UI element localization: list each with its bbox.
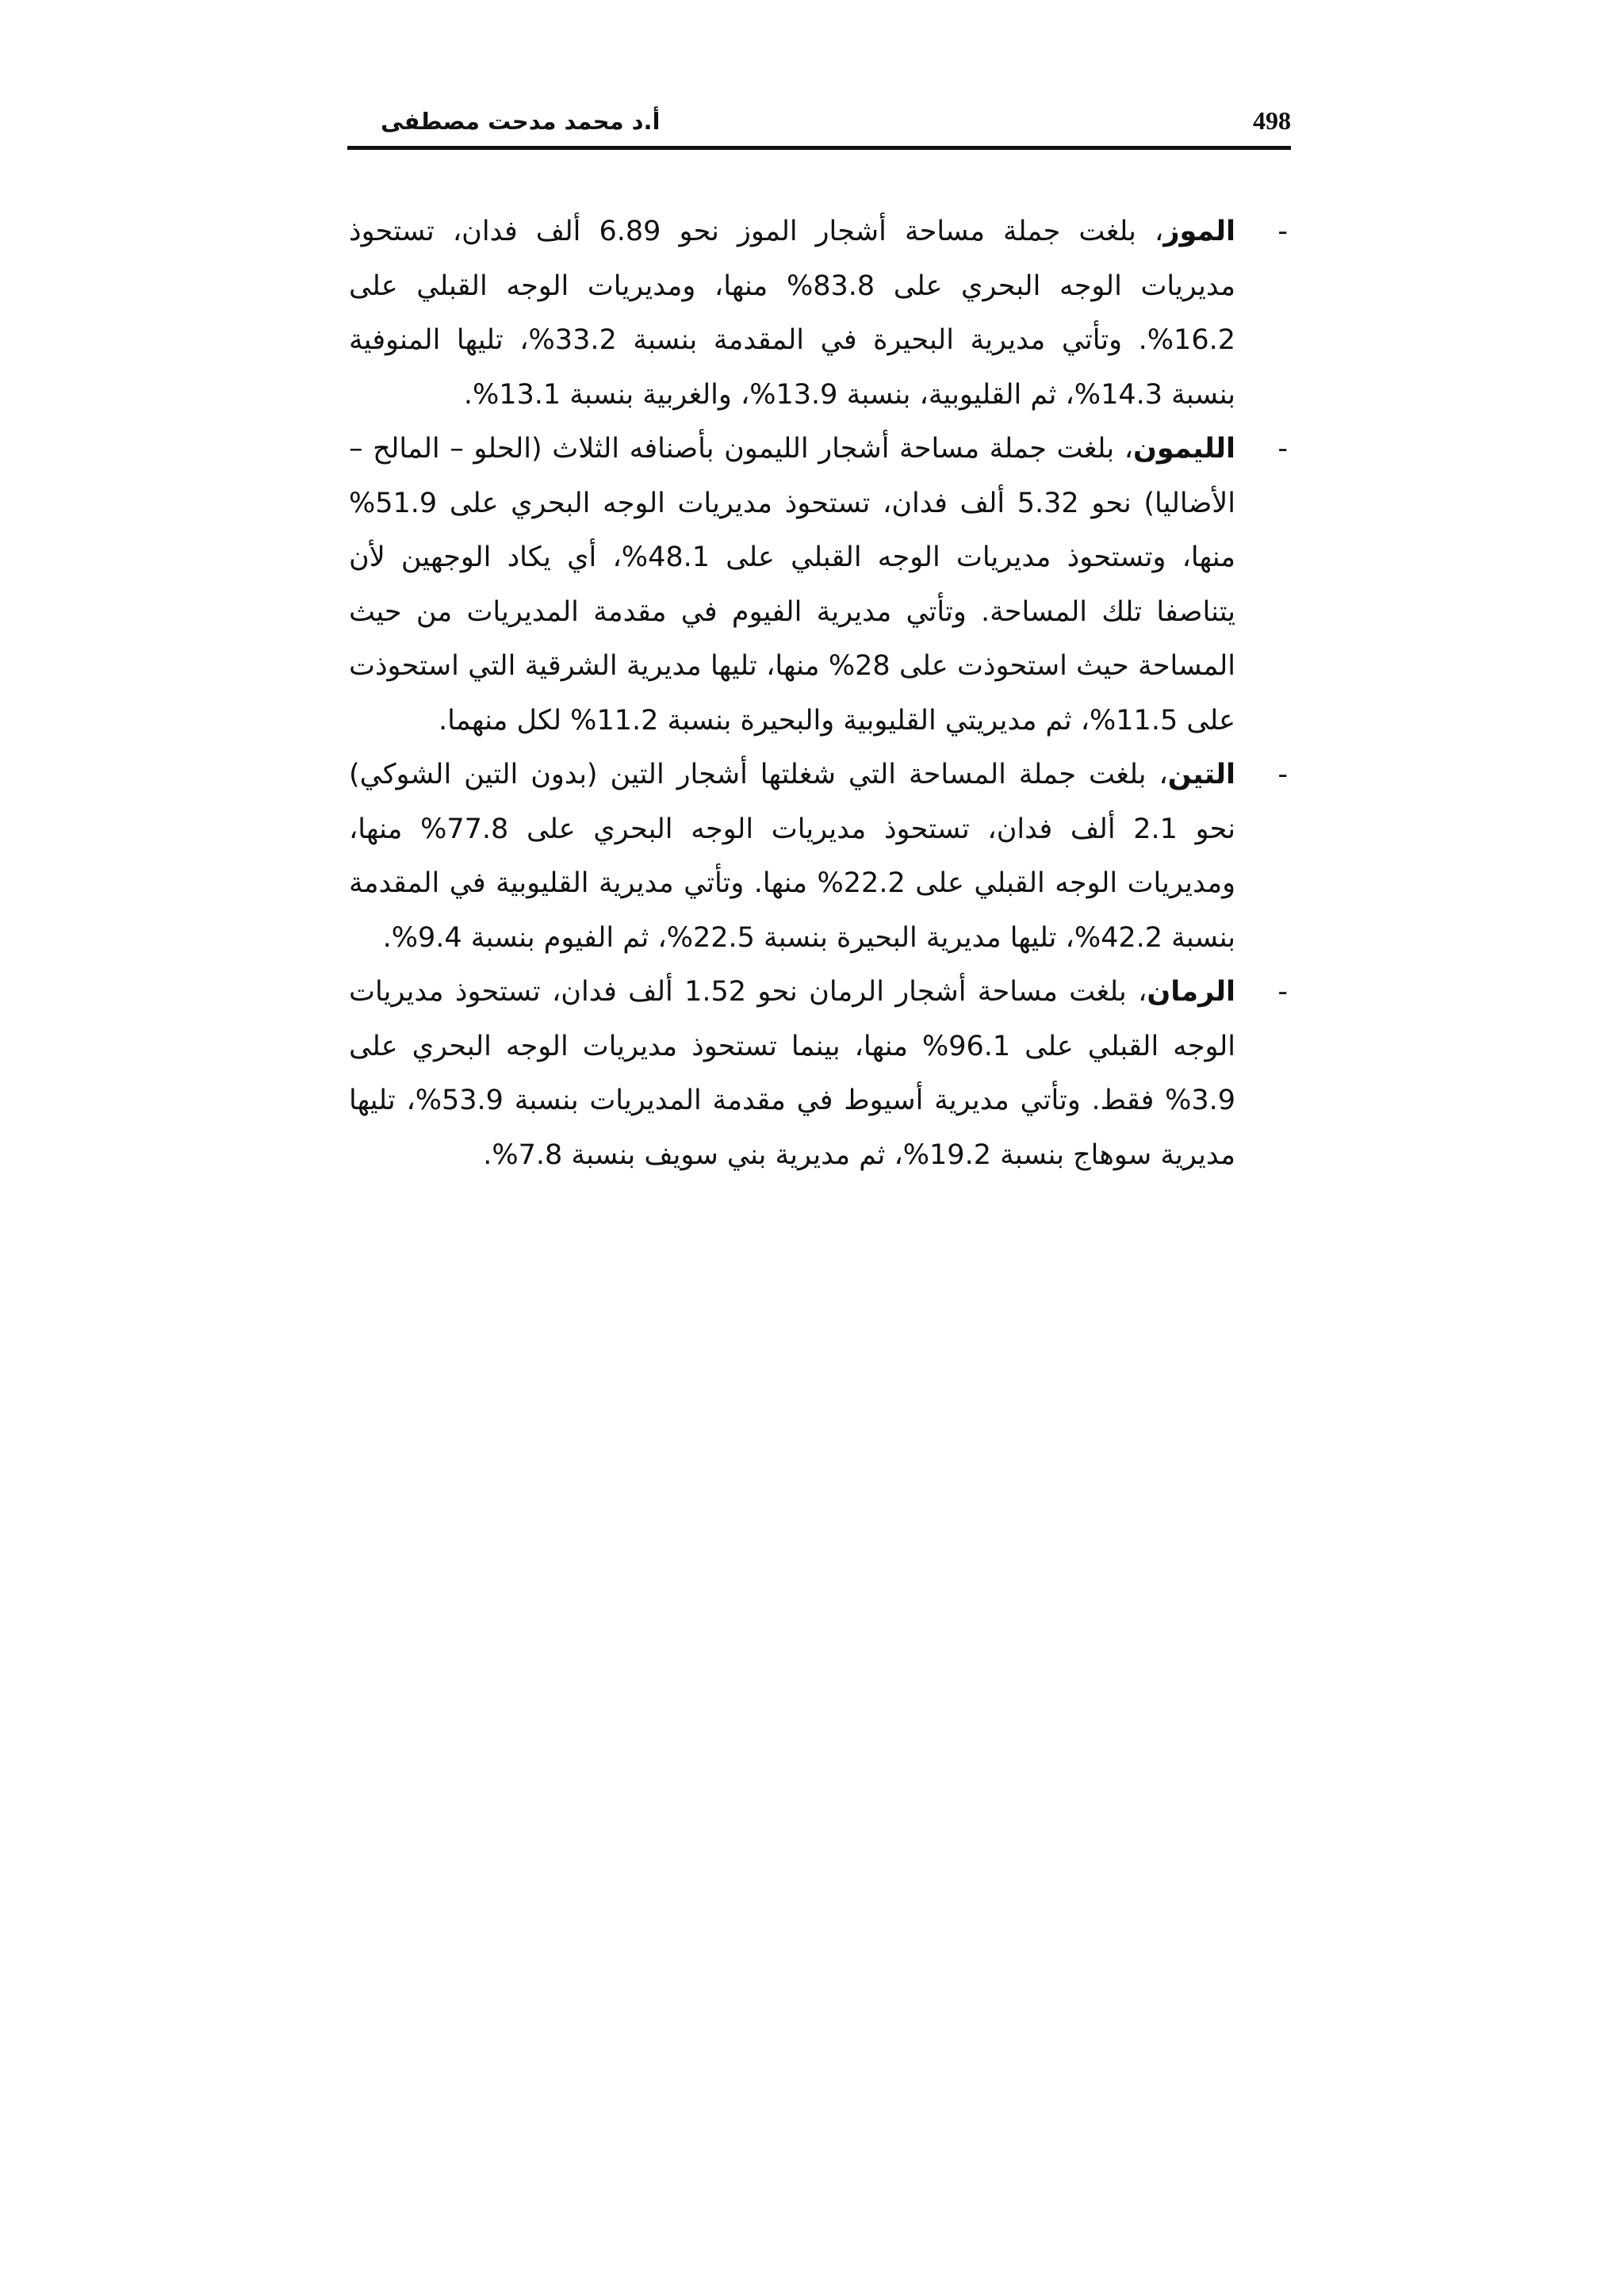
author-name: أ.د محمد مدحت مصطفى	[381, 108, 661, 135]
item-text: ، بلغت جملة مساحة أشجار الليمون بأصنافه الثلاث (الحلو – المالح – الأضاليا) نحو 5.32 ألف فدان، تستحوذ مديريات الوجه البحري على 51.9% منها، وتستحوذ مديريات الوجه القبلي على 48.1%، أي يكاد الوجهين لأن يتناصفا تلك المساحة. وتأتي مديرية الفيوم في مقدمة المديريات من حيث المساحة حيث استحوذت على 28% منها، تليها مديرية الشرقية التي استحوذت على 11.5%، ثم مديريتي القليوبية والبحيرة بنسبة 11.2% لكل منهما.	[349, 433, 1236, 737]
bullet-dash: -	[1277, 759, 1288, 790]
list-item-lemon	[349, 422, 1293, 748]
bullet-dash: -	[1277, 433, 1288, 465]
list-item-pomegranate	[349, 965, 1293, 1182]
bullet-dash: -	[1277, 976, 1288, 1008]
item-title: الرمان	[1147, 976, 1235, 1008]
list-item-fig	[349, 748, 1293, 965]
item-title: التين	[1167, 759, 1235, 790]
item-text: ، بلغت جملة مساحة أشجار الموز نحو 6.89 ألف فدان، تستحوذ مديريات الوجه البحري على 83.8% منها، ومديريات الوجه القبلي على 16.2%. وتأتي مديرية البحيرة في المقدمة بنسبة 33.2%، تليها المنوفية بنسبة 14.3%، ثم القليوبية، بنسبة 13.9%، والغربية بنسبة 13.1%.	[349, 216, 1235, 411]
item-title: الموز	[1163, 216, 1236, 247]
page-body	[349, 205, 1293, 1182]
bullet-dash: -	[1277, 216, 1288, 247]
page-header	[347, 101, 1291, 150]
page-number: 498	[1253, 106, 1291, 135]
item-text: ، بلغت مساحة أشجار الرمان نحو 1.52 ألف فدان، تستحوذ مديريات الوجه القبلي على 96.1% منها، بينما تستحوذ مديريات الوجه البحري على 3.9% فقط. وتأتي مديرية أسيوط في مقدمة المديريات بنسبة 53.9%، تليها مديرية سوهاج بنسبة 19.2%، ثم مديرية بني سويف بنسبة 7.8%.	[349, 976, 1236, 1171]
item-text: ، بلغت جملة المساحة التي شغلتها أشجار التين (بدون التين الشوكي) نحو 2.1 ألف فدان، تستحوذ مديريات الوجه البحري على 77.8% منها، ومديريات الوجه القبلي على 22.2% منها. وتأتي مديرية القليوبية في المقدمة بنسبة 42.2%، تليها مديرية البحيرة بنسبة 22.5%، ثم الفيوم بنسبة 9.4%.	[349, 759, 1235, 954]
list-item-banana	[349, 205, 1293, 422]
item-title: الليمون	[1133, 433, 1235, 465]
